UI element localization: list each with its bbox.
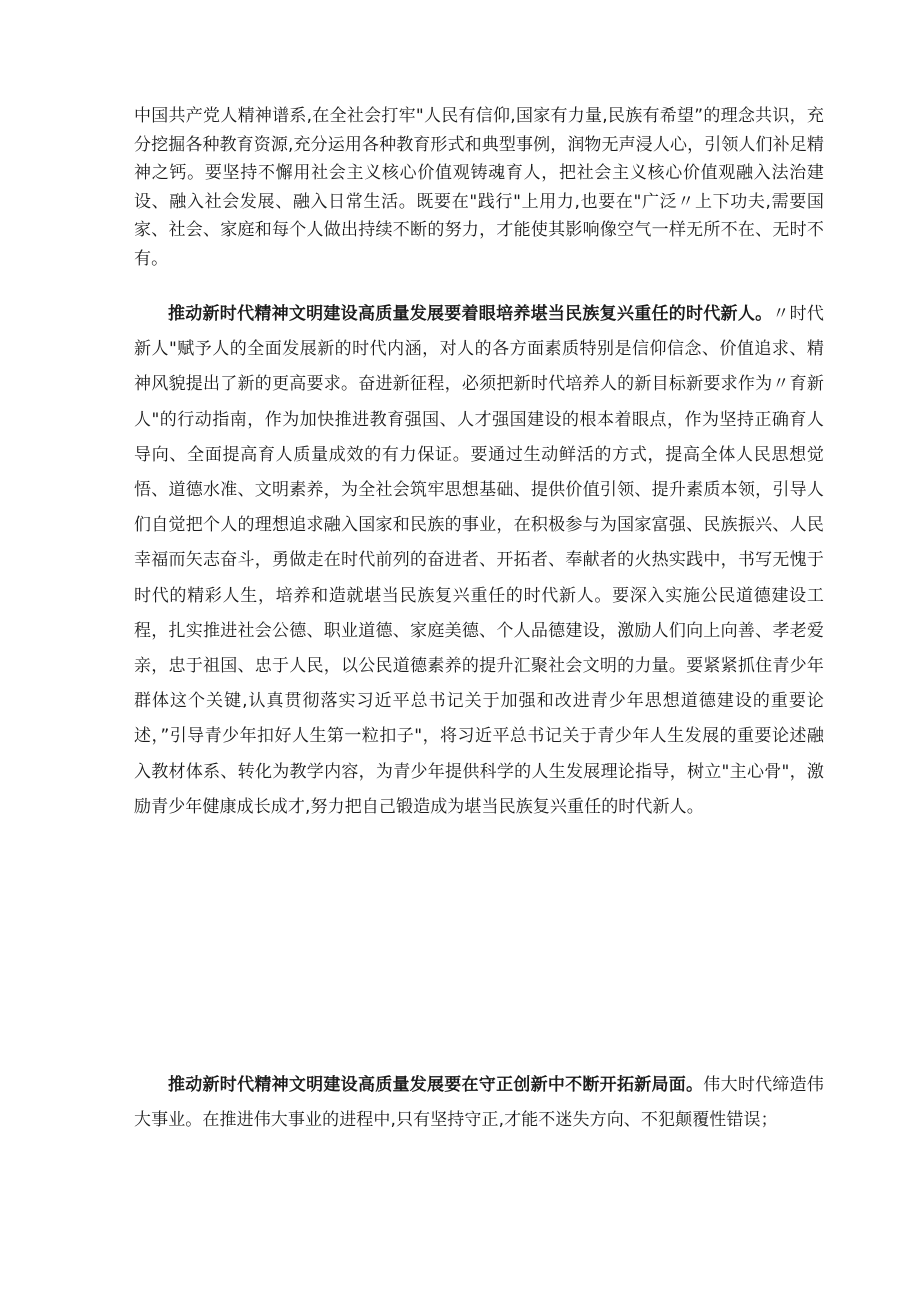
paragraph-1-text: 中国共产党人精神谱系,在全社会打牢"人民有信仰,国家有力量,民族有希望”的理念共识，充分挖掘各种教育资源,充分运用各种教育形式和典型事例，润物无声浸人心，引领人们补足精神之钙。要坚持不懈用社会主义核心价值观铸魂育人，把社会主义核心价值观融入法治建设、融入社会发展、融入日常生活。既要在"践行"上用力,也要在"广泛〃上下功夫,需要国家、社会、家庭和每个人做出持续不断的努力，才能使其影响像空气一样无所不在、无时不有。: [134, 106, 824, 269]
paragraph-3-lead: 推动新时代精神文明建设高质量发展要在守正创新中不断开拓新局面。: [168, 1075, 704, 1095]
paragraph-1-block: [134, 102, 824, 273]
paragraph-2-block: [134, 297, 824, 825]
paragraph-2-text: 〃时代新人"赋予人的全面发展新的时代内涵，对人的各方面素质特别是信仰信念、价值追求、精神风貌提出了新的更高要求。奋进新征程，必须把新时代培养人的新目标新要求作为〃育新人"的行动指南，作为加快推进教育强国、人才强国建设的根本着眼点，作为坚持正确育人导向、全面提高育人质量成效的有力保证。要通过生动鲜活的方式，提高全体人民思想觉悟、道德水准、文明素养，为全社会筑牢思想基础、提供价值引领、提升素质本领，引导人们自觉把个人的理想追求融入国家和民族的事业，在积极参与为国家富强、民族振兴、人民幸福而矢志奋斗，勇做走在时代前列的奋进者、开拓者、奉献者的火热实践中，书写无愧于时代的精彩人生，培养和造就堪当民族复兴重任的时代新人。要深入实施公民道德建设工程，扎实推进社会公德、职业道德、家庭美德、个人品德建设，激励人们向上向善、孝老爱亲，忠于祖国、忠于人民，以公民道德素养的提升汇聚社会文明的力量。要紧紧抓住青少年群体这个关键,认真贯彻落实习近平总书记关于加强和改进青少年思想道德建设的重要论述，”引导青少年扣好人生第一粒扣子"，将习近平总书记关于青少年人生发展的重要论述融入教材体系、转化为教学内容，为青少年提供科学的人生发展理论指导，树立"主心骨"，激励青少年健康成长成才,努力把自己锻造成为堪当民族复兴重任的时代新人。: [134, 304, 824, 817]
paragraph-2: [134, 297, 824, 825]
paragraph-2-lead: 推动新时代精神文明建设高质量发展要着眼培养堪当民族复兴重任的时代新人。: [168, 304, 773, 324]
paragraph-3-block: [134, 1068, 824, 1138]
paragraph-3-text: 伟大时代缔造伟大事业。在推进伟大事业的进程中,只有坚持守正,才能不迷失方向、不犯颠覆性错误；: [134, 1075, 825, 1131]
paragraph-3: [134, 1068, 824, 1138]
paragraph-1: [134, 102, 824, 273]
